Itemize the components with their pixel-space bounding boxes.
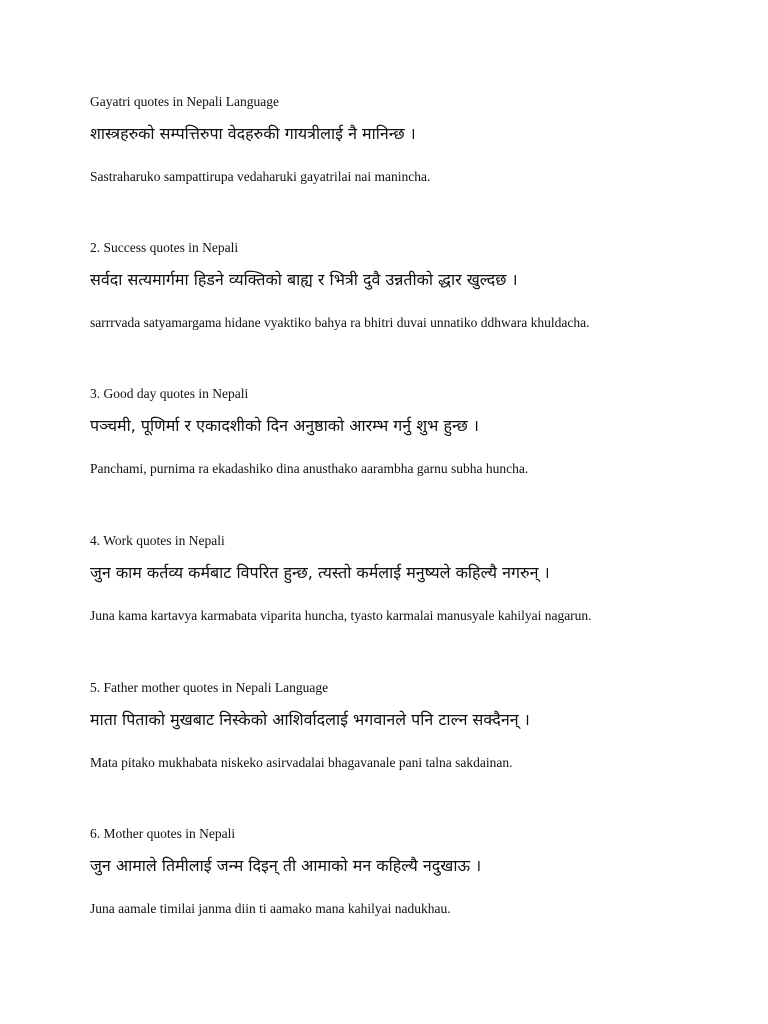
nepali-quote: सर्वदा सत्यमार्गमा हिडने व्यक्तिको बाह्य र भित्री दुवै उन्नतीको द्धार खुल्दछ । <box>90 270 518 289</box>
quote-transliteration: Mata pitako mukhabata niskeko asirvadalai bhagavanale pani talna sakdainan. <box>90 755 513 770</box>
nepali-quote: शास्त्रहरुको सम्पत्तिरुपा वेदहरुकी गायत्रीलाई नै मानिन्छ । <box>90 124 416 143</box>
nepali-quote: पञ्चमी, पूणिर्मा र एकादशीको दिन अनुष्ठाको आरम्भ गर्नु शुभ हुन्छ । <box>90 416 479 435</box>
section-heading: 4. Work quotes in Nepali <box>90 533 225 548</box>
section-heading: 6. Mother quotes in Nepali <box>90 826 236 841</box>
section-heading: Gayatri quotes in Nepali Language <box>90 94 279 109</box>
nepali-quote: जुन आमाले तिमीलाई जन्म दिइन् ती आमाको मन कहिल्यै नदुखाऊ । <box>90 856 482 875</box>
quote-transliteration: sarrrvada satyamargama hidane vyaktiko bahya ra bhitri duvai unnatiko ddhwara khuldacha. <box>90 315 590 330</box>
section-heading: 3. Good day quotes in Nepali <box>90 386 249 401</box>
quote-transliteration: Sastraharuko sampattirupa vedaharuki gayatrilai nai manincha. <box>90 169 431 184</box>
quote-transliteration: Juna kama kartavya karmabata viparita huncha, tyasto karmalai manusyale kahilyai nagarun. <box>90 608 592 623</box>
nepali-quote: जुन काम कर्तव्य कर्मबाट विपरित हुन्छ, त्यस्तो कर्मलाई मनुष्यले कहिल्यै नगरुन् । <box>90 563 550 582</box>
quote-transliteration: Panchami, purnima ra ekadashiko dina anusthako aarambha garnu subha huncha. <box>90 461 529 476</box>
section-heading: 2. Success quotes in Nepali <box>90 240 239 255</box>
section-heading: 5. Father mother quotes in Nepali Language <box>90 680 329 695</box>
nepali-quote: माता पिताको मुखबाट निस्केको आशिर्वादलाई भगवानले पनि टाल्न सक्दैनन् । <box>90 710 530 729</box>
quote-transliteration: Juna aamale timilai janma diin ti aamako mana kahilyai nadukhau. <box>90 901 451 916</box>
